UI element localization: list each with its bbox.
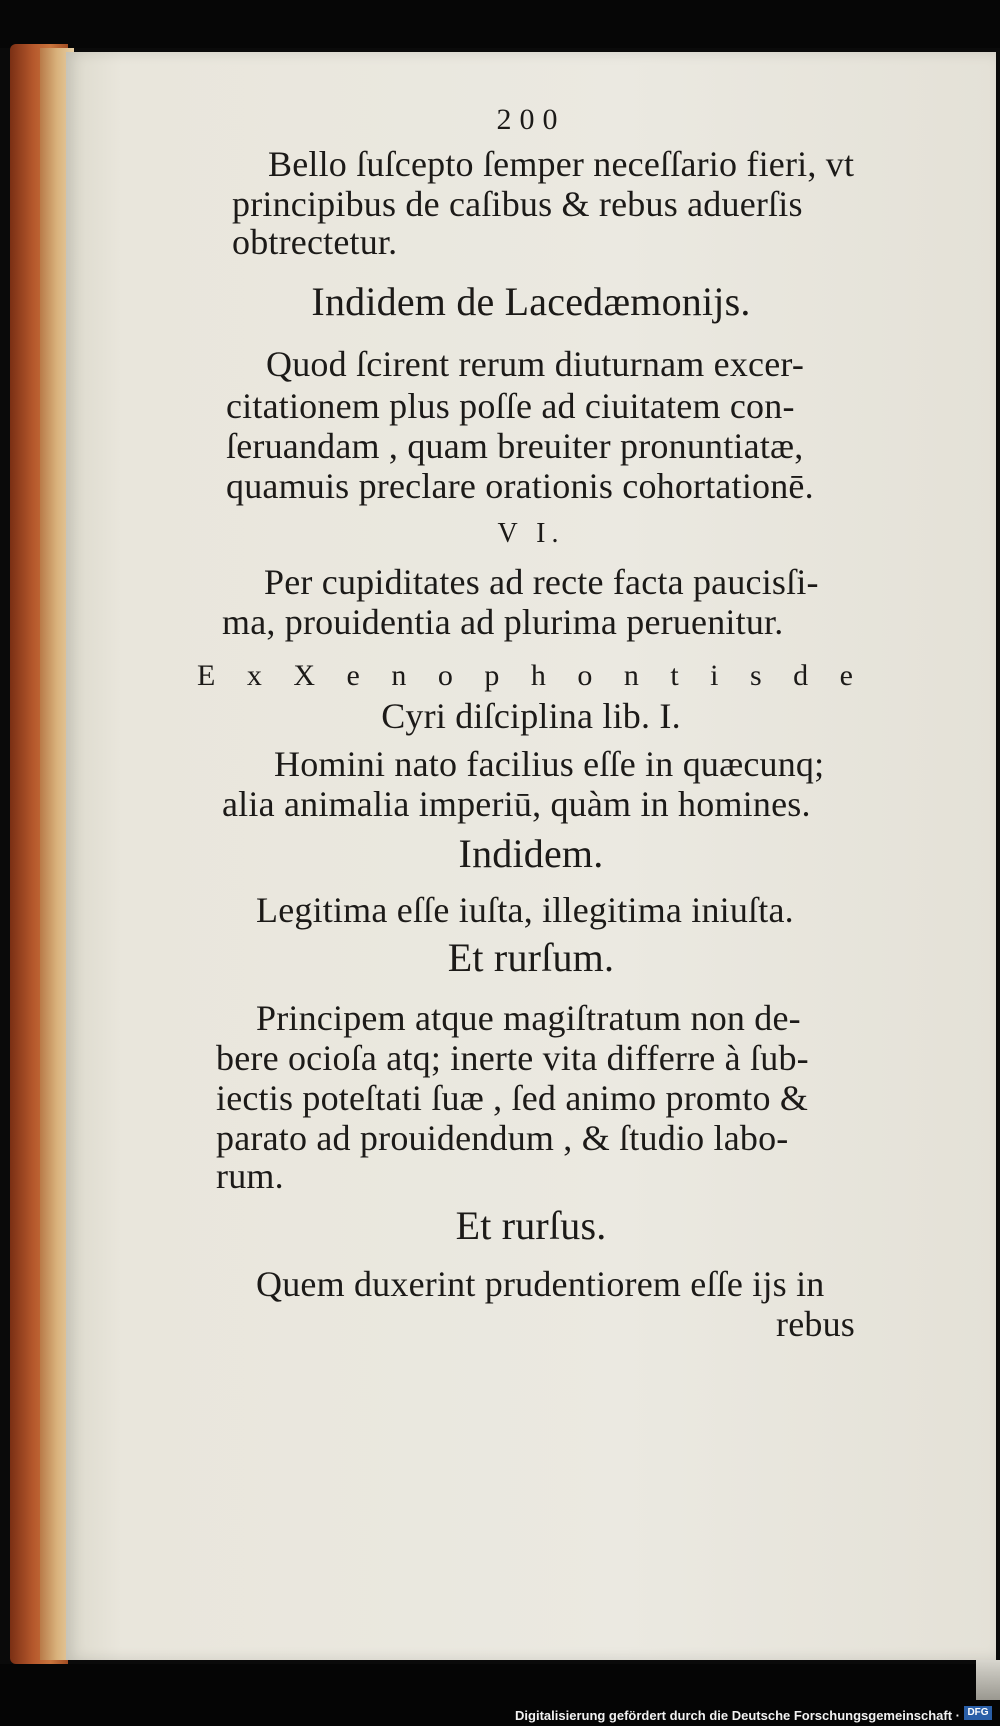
text-line: Homini nato facilius eſſe in quæcunq; xyxy=(274,744,825,784)
section-heading: Indidem. xyxy=(458,831,604,876)
section-heading: Et rurſum. xyxy=(447,935,615,980)
text-line: Bello ſuſcepto ſemper neceſſario fieri, vt xyxy=(268,144,855,184)
text-line: obtrectetur. xyxy=(232,222,398,262)
section-heading: Indidem de Lacedæmonijs. xyxy=(311,279,751,324)
text-line: bere ocioſa atq; inerte vita differre à ſub- xyxy=(216,1038,809,1078)
text-line: ſeruandam , quam breuiter pronuntiatæ, xyxy=(226,426,804,466)
section-numeral: V I. xyxy=(497,518,565,549)
book-page xyxy=(66,52,996,1660)
text-line: Legitima eſſe iuſta, illegitima iniuſta. xyxy=(256,890,794,930)
text-line: iectis poteſtati ſuæ , ſed animo promto & xyxy=(216,1078,809,1118)
text-line: quamuis preclare orationis cohortationē. xyxy=(226,466,814,506)
text-line: rum. xyxy=(216,1156,284,1196)
text-line: Quem duxerint prudentiorem eſſe ijs in xyxy=(256,1264,825,1304)
text-line: alia animalia imperiū, quàm in homines. xyxy=(222,784,811,824)
text-line: Per cupiditates ad recte facta paucisſi- xyxy=(264,562,819,602)
source-subheading: Cyri diſciplina lib. I. xyxy=(381,696,681,736)
page-number: 200 xyxy=(496,103,566,136)
text-line: Quod ſcirent rerum diuturnam excer- xyxy=(266,344,805,384)
page-text xyxy=(66,52,996,1660)
catchword: rebus xyxy=(776,1304,855,1344)
dfg-logo: DFG xyxy=(964,1706,992,1720)
text-line: parato ad prouidendum , & ſtudio labo- xyxy=(216,1118,789,1158)
source-heading: E x X e n o p h o n t i s d e xyxy=(197,659,865,692)
text-line: principibus de caſibus & rebus aduerſis xyxy=(232,184,803,224)
text-line: citationem plus poſſe ad ciuitatem con- xyxy=(226,386,795,426)
text-line: ma, prouidentia ad plurima peruenitur. xyxy=(222,602,784,642)
scan-background-top xyxy=(0,0,1000,48)
section-heading: Et rurſus. xyxy=(455,1203,607,1248)
digitization-credit: Digitalisierung gefördert durch die Deutsche Forschungsgemeinschaft · xyxy=(515,1708,960,1723)
text-line: Principem atque magiſtratum non de- xyxy=(256,998,801,1038)
page-corner xyxy=(976,1660,1000,1700)
